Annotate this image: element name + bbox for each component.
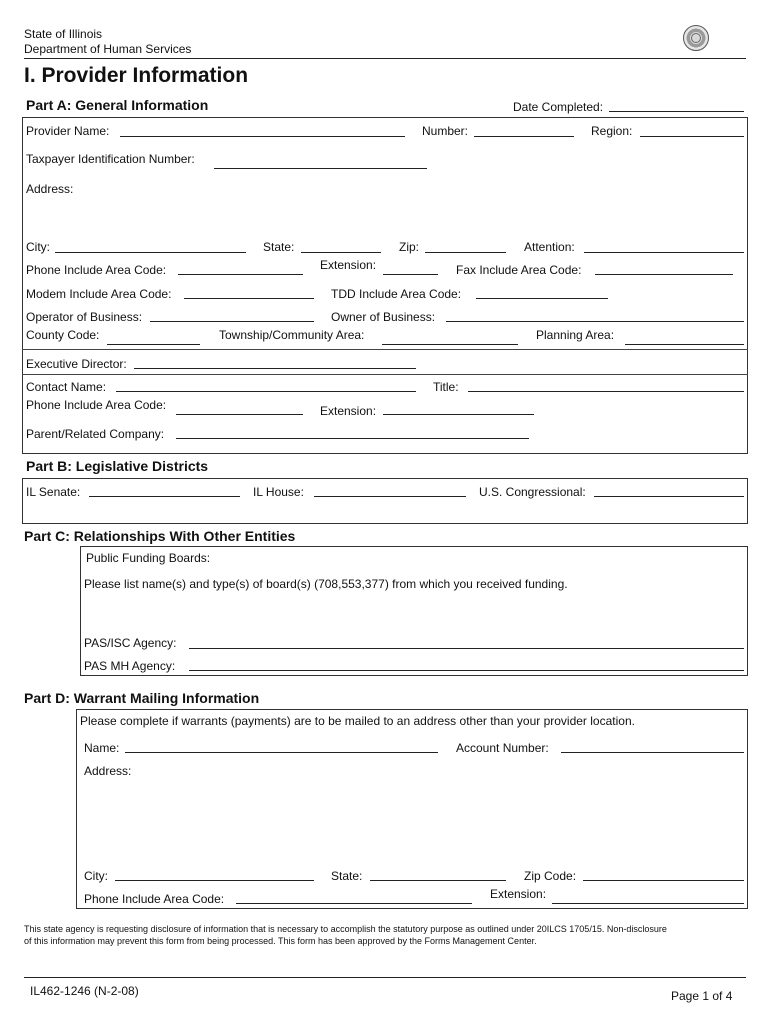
warrant-state-label: State: (331, 869, 363, 883)
il-senate-field[interactable] (89, 496, 240, 497)
extension-field[interactable] (383, 274, 438, 275)
fax-field[interactable] (595, 274, 733, 275)
region-field[interactable] (640, 136, 744, 137)
warrant-zip-field[interactable] (583, 880, 744, 881)
provider-name-field[interactable] (120, 136, 405, 137)
operator-label: Operator of Business: (26, 310, 143, 324)
fax-label: Fax Include Area Code: (456, 263, 582, 277)
state-name: State of Illinois (24, 27, 103, 41)
parent-company-label: Parent/Related Company: (26, 427, 165, 441)
warrant-address-label: Address: (84, 764, 132, 778)
contact-name-label: Contact Name: (26, 380, 107, 394)
tin-label: Taxpayer Identification Number: (26, 152, 195, 166)
title-field[interactable] (468, 391, 744, 392)
date-completed-field[interactable] (609, 111, 744, 112)
county-code-label: County Code: (26, 328, 100, 342)
parent-company-field[interactable] (176, 438, 529, 439)
planning-area-label: Planning Area: (536, 328, 615, 342)
il-house-label: IL House: (253, 485, 304, 499)
attention-label: Attention: (524, 240, 575, 254)
part-a-divider-2 (22, 374, 748, 375)
contact-phone-label: Phone Include Area Code: (26, 398, 167, 412)
please-list-text: Please list name(s) and type(s) of board(s) (708,553,377) from which you received funding. (84, 577, 568, 591)
pas-mh-label: PAS MH Agency: (84, 659, 176, 673)
page-title: I. Provider Information (24, 64, 249, 87)
warrant-instructions-text: Please complete if warrants (payments) are to be mailed to an address other than your provider location. (80, 714, 635, 728)
attention-field[interactable] (584, 252, 744, 253)
warrant-name-label: Name: (84, 741, 120, 755)
contact-extension-field[interactable] (383, 414, 534, 415)
date-completed-label: Date Completed: (513, 100, 604, 114)
part-c-heading: Part C: Relationships With Other Entities (24, 528, 296, 544)
county-code-field[interactable] (107, 344, 200, 345)
account-number-field[interactable] (561, 752, 744, 753)
state-label: State: (263, 240, 295, 254)
number-label: Number: (422, 124, 469, 138)
us-congressional-label: U.S. Congressional: (479, 485, 586, 499)
warrant-city-field[interactable] (115, 880, 314, 881)
us-congressional-field[interactable] (594, 496, 744, 497)
part-c-box (80, 546, 748, 676)
warrant-state-field[interactable] (370, 880, 506, 881)
tdd-label: TDD Include Area Code: (331, 287, 462, 301)
part-a-divider-1 (22, 349, 748, 350)
tdd-field[interactable] (476, 298, 608, 299)
public-funding-label: Public Funding Boards: (86, 551, 211, 565)
city-label: City: (26, 240, 50, 254)
page-number: Page 1 of 4 (671, 989, 733, 1003)
contact-phone-field[interactable] (176, 414, 303, 415)
part-d-heading: Part D: Warrant Mailing Information (24, 690, 260, 706)
phone-label: Phone Include Area Code: (26, 263, 167, 277)
warrant-name-field[interactable] (125, 752, 438, 753)
pas-mh-field[interactable] (189, 670, 744, 671)
executive-director-label: Executive Director: (26, 357, 127, 371)
warrant-extension-label: Extension: (490, 887, 547, 901)
department-name: Department of Human Services (24, 42, 192, 56)
township-field[interactable] (382, 344, 518, 345)
warrant-extension-field[interactable] (552, 903, 744, 904)
provider-name-label: Provider Name: (26, 124, 110, 138)
state-field[interactable] (301, 252, 381, 253)
contact-extension-label: Extension: (320, 404, 377, 418)
operator-field[interactable] (150, 321, 314, 322)
phone-field[interactable] (178, 274, 303, 275)
state-seal-icon (683, 25, 709, 51)
header-divider (24, 58, 746, 59)
owner-field[interactable] (446, 321, 744, 322)
warrant-zip-label: Zip Code: (524, 869, 577, 883)
il-senate-label: IL Senate: (26, 485, 81, 499)
number-field[interactable] (474, 136, 574, 137)
address-label: Address: (26, 182, 74, 196)
pas-isc-label: PAS/ISC Agency: (84, 636, 177, 650)
tin-field[interactable] (214, 168, 427, 169)
part-b-box (22, 478, 748, 524)
title-label: Title: (433, 380, 459, 394)
disclosure-line-2: of this information may prevent this form from being processed. This form has been approved by the Forms Management Center. (24, 936, 537, 946)
planning-area-field[interactable] (625, 344, 744, 345)
owner-label: Owner of Business: (331, 310, 436, 324)
executive-director-field[interactable] (134, 368, 416, 369)
township-label: Township/Community Area: (219, 328, 365, 342)
part-b-heading: Part B: Legislative Districts (26, 458, 209, 474)
extension-label: Extension: (320, 258, 377, 272)
region-label: Region: (591, 124, 633, 138)
disclosure-line-1: This state agency is requesting disclosure of information that is necessary to accomplish the statutory purpose as outlined under 20ILCS 1705/15. Non-disclosure (24, 924, 667, 934)
warrant-city-label: City: (84, 869, 108, 883)
part-d-box (76, 709, 748, 909)
pas-isc-field[interactable] (189, 648, 744, 649)
zip-label: Zip: (399, 240, 420, 254)
modem-label: Modem Include Area Code: (26, 287, 172, 301)
il-house-field[interactable] (314, 496, 466, 497)
footer-divider (24, 977, 746, 978)
city-field[interactable] (55, 252, 246, 253)
part-a-heading: Part A: General Information (26, 97, 209, 113)
account-number-label: Account Number: (456, 741, 549, 755)
form-id: IL462-1246 (N-2-08) (30, 984, 139, 998)
contact-name-field[interactable] (116, 391, 416, 392)
warrant-phone-label: Phone Include Area Code: (84, 892, 225, 906)
modem-field[interactable] (184, 298, 314, 299)
zip-field[interactable] (425, 252, 506, 253)
warrant-phone-field[interactable] (236, 903, 472, 904)
